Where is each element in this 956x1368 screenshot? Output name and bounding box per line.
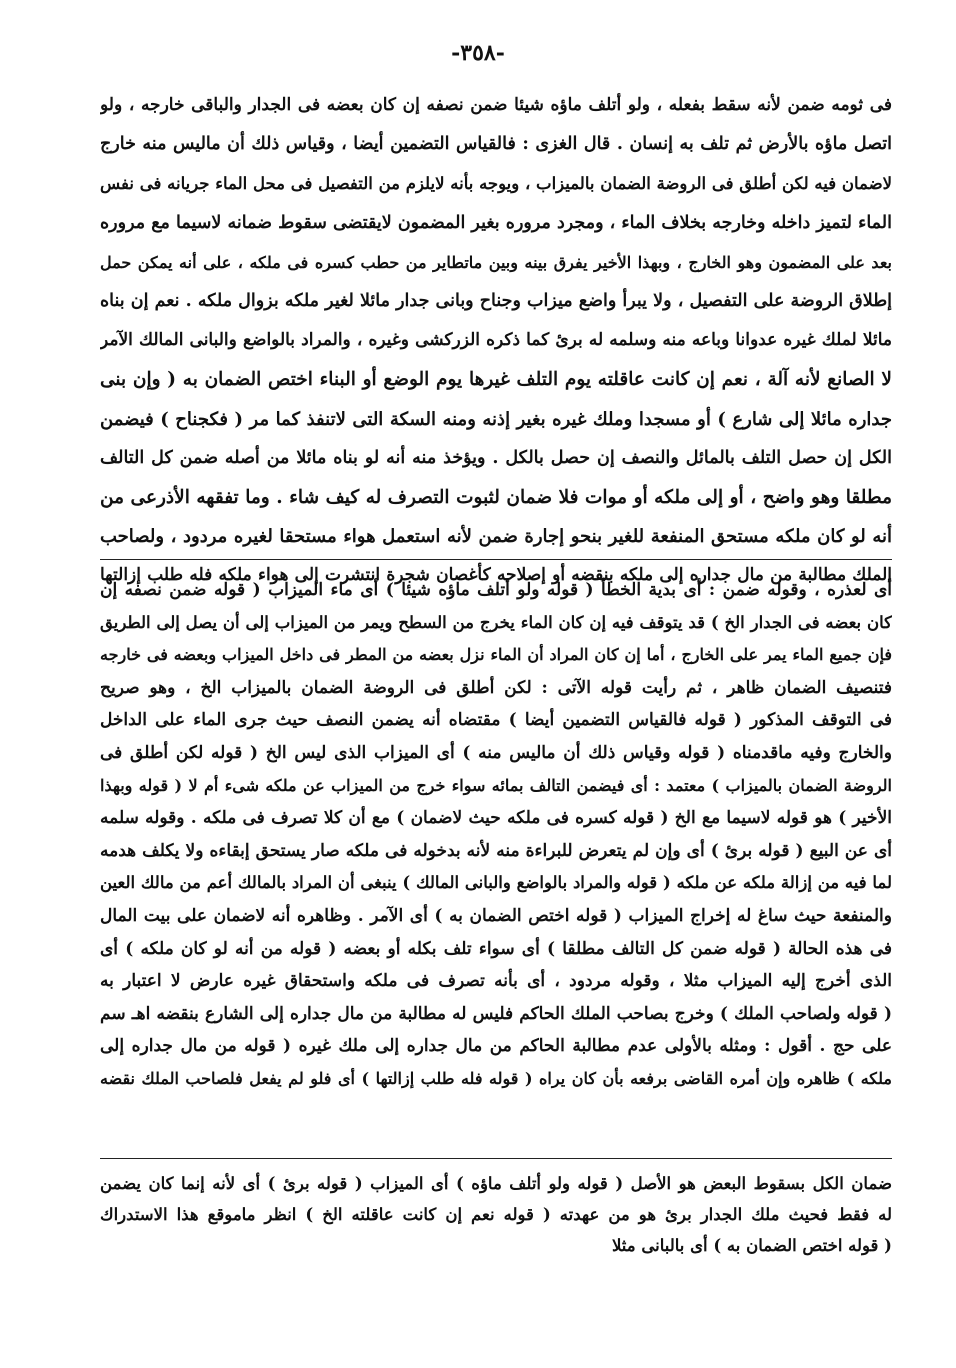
main-text-line: مطلقا وهو واضح ، أو إلى ملكه أو موات فلا ضمان لثبوت التصرف له كيف شاء . وما تفقهه الأذرعى من <box>100 486 892 508</box>
main-text <box>100 86 892 595</box>
commentary-line: لما فيه من إزالة ملكه عن ملكه ( قوله والمراد بالواضع والبانى المالك ) ينبغى أن المراد بالمالك أعم من مالك العين <box>100 873 892 893</box>
main-text-line: أنه لو كان ملكه مستحق المنفعة للغير بنحو إجارة ضمن لأنه استعمل هواء مستحقا لغيره مردود ، ولصاحب <box>100 526 892 548</box>
commentary-line: الذى أخرج إليه الميزاب مثلا ، وقوله مردود ، أى بأنه تصرف فى ملكه واستحقاق غيره عارض لا اعتبار به <box>100 971 892 992</box>
main-text-line: الماء لتميز داخله وخارجه بخلاف الماء ، ومجرد مروره بغير المضمون لايقتضى سقوط ضمانه لاسيما مع مروره <box>100 212 892 233</box>
main-text-line: مائلا لملك غيره عدوانا وباعه منه وسلمه له برئ كما ذكره الزركشى وغيره ، والمراد بالواضع والبانى المالك الآمر <box>100 330 892 351</box>
commentary-line: الأخير ) هو قوله لاسيما مع الخ ( قوله كسره فى ملكه حيث لاضمان ) مع أن كلا تصرف فى ملكه . وقوله سلمه <box>100 808 892 829</box>
commentary-line: ملكه ) ظاهره وإن أمره القاضى برفعه بأن كان يراه ( قوله فله طلب إزالتها ) أى فلو لم يفعل فلصاحب الملك نقضه <box>100 1068 892 1088</box>
footnote-line: له فقط فحيث ملك الجدار برئ هو من عهدته ( قوله نعم إن كانت عاقلته الخ ) انظر ماموقع هذا الاستدراك <box>100 1205 892 1224</box>
commentary <box>100 574 892 1096</box>
section-divider <box>100 1158 892 1159</box>
commentary-line: والمنفعة حيث ساغ له إخراج الميزاب ( قوله اختص الضمان به ) أى الآمر . وظاهره أنه لاضمان على بيت المال <box>100 905 892 926</box>
commentary-line: أى عن البيع ( قوله برئ ) أى وإن لم يتعرض للبراءة منه لأنه بدخوله فى ملكه صار يستحق إبقاءه ولا يكلف هدمه <box>100 840 892 861</box>
footnote-line: ضمان الكل بسقوط البعض هو الأصل ( قوله ولو أتلف ماؤه ) أى الميزاب ( قوله برئ ) أى لأنه إنما كان يضمن <box>100 1174 892 1193</box>
footnote-line: ( قوله اختص الضمان به ) أى بالبانى مثلا <box>611 1236 892 1255</box>
commentary-line: على حج . أقول : ومثله بالأولى عدم مطالبة الحاكم من مال جداره إلى ملك غيره ( قوله من مال جداره إلى <box>100 1036 892 1057</box>
main-text-line: بعد على المضمون وهو الخارج ، وبهذا الأخير يفرق بينه وبين ماتطاير من حطب كسره فى ملكه ، على أنه يمكن حمل <box>100 252 892 272</box>
commentary-line: فإن جميع الماء يمر على الخارج ، أما إن كان المراد أن الماء نزل بعضه من المطر فى داخل الميزاب وبعضه فى خارجه <box>100 645 892 665</box>
main-text-line: اتصل ماؤه بالأرض ثم تلف به إنسان . قال الغزى : فالقياس التضمين أيضا ، وقياس ذلك أن ماليس منه خارج <box>100 134 892 155</box>
main-text-line: لاضمان فيه لكن أطلق فى الروضة الضمان بالميزاب ، ويوجه بأنه لايلزم من التفصيل فى محل الماء جريانه فى نفس <box>100 174 892 194</box>
commentary-line: فى هذه الحالة ( قوله ضمن كل التالف مطلقا ) أى سواء تلف بكله أو بعضه ( قوله من أنه لو كان ملكه ) أى <box>100 938 892 959</box>
commentary-line: الروضة الضمان بالميزاب ) معتمد : أى فيضمن التالف بمائه سواء خرج من الميزاب عن ملكه شىء أم لا ( قوله وبهذا <box>100 775 892 795</box>
commentary-line: فتنصيف الضمان ظاهر ، ثم رأيت قوله الآتى : لكن أطلق فى الروضة الضمان بالميزاب الخ ، وهو صريح <box>100 677 892 698</box>
main-text-line: الكل إن حصل التلف بالمائل والنصف إن حصل بالكل . ويؤخذ منه أنه لو بناه مائلا من أصله ضمن كل التالف <box>100 447 892 468</box>
page-number: -٣٥٨- <box>451 40 505 66</box>
footnote <box>100 1168 892 1261</box>
section-divider <box>100 559 892 560</box>
main-text-line: جداره مائلا إلى شارع ) أو مسجدا وملك غيره بغير إذنه ومنه السكة التى لاتنفذ كما مر ( فكجناح ) فيضمن <box>100 408 892 430</box>
commentary-line: ( قوله ولصاحب الملك ) وخرج بصاحب الملك الحاكم فليس له مطالبة من مال جداره إلى الشارع بنقضه اهـ سم <box>100 1003 892 1024</box>
commentary-line: فى التوقف المذكور ( قوله فالقياس التضمين أيضا ) مقتضاه أنه يضمن النصف حيث جرى الماء على الداخل <box>100 710 892 731</box>
commentary-line: والخارج وفيه ماقدمناه ( قوله وقياس ذلك أن ماليس منه ) أى الميزاب الذى ليس الخ ( قوله لكن أطلق فى <box>100 742 892 763</box>
main-text-line: لا الصانع لأنه آلة ، نعم إن كانت عاقلته يوم التلف غيرها يوم الوضع أو البناء اختص الضمان به ( وإن بنى <box>100 369 892 391</box>
commentary-line: كان بعضه فى الجدار الخ ) قد يتوقف فيه إن كان الماء يخرج من السطح ويمر من الميزاب إلى أن يصل إلى الطريق <box>100 612 892 632</box>
main-text-line: الملك مطالبة من مال جداره إلى ملكه بنقضه أو إصلاحه كأغصان شجرة انتشرت إلى هواء ملكه فله طلب إزالتها <box>100 565 892 586</box>
main-text-line: فى ثومه ضمن لأنه سقط بفعله ، ولو أتلف ماؤه شيئا ضمن نصفه إن كان بعضه فى الجدار والباقى خارجه ، ولو <box>100 95 892 115</box>
commentary-line: أى لعذره ، وقوله ضمن : أى بدية الخطأ ( قوله ولو أتلف ماؤه شيئا ) أى ماء الميزاب ( قوله ضمن نصفه إن <box>100 580 892 600</box>
main-text-line: إطلاق الروضة على التفصيل ، ولا يبرأ واضع ميزاب وجناح وبانى جدار مائلا لغير ملكه بزوال ملكه . نعم إن بناه <box>100 290 892 311</box>
